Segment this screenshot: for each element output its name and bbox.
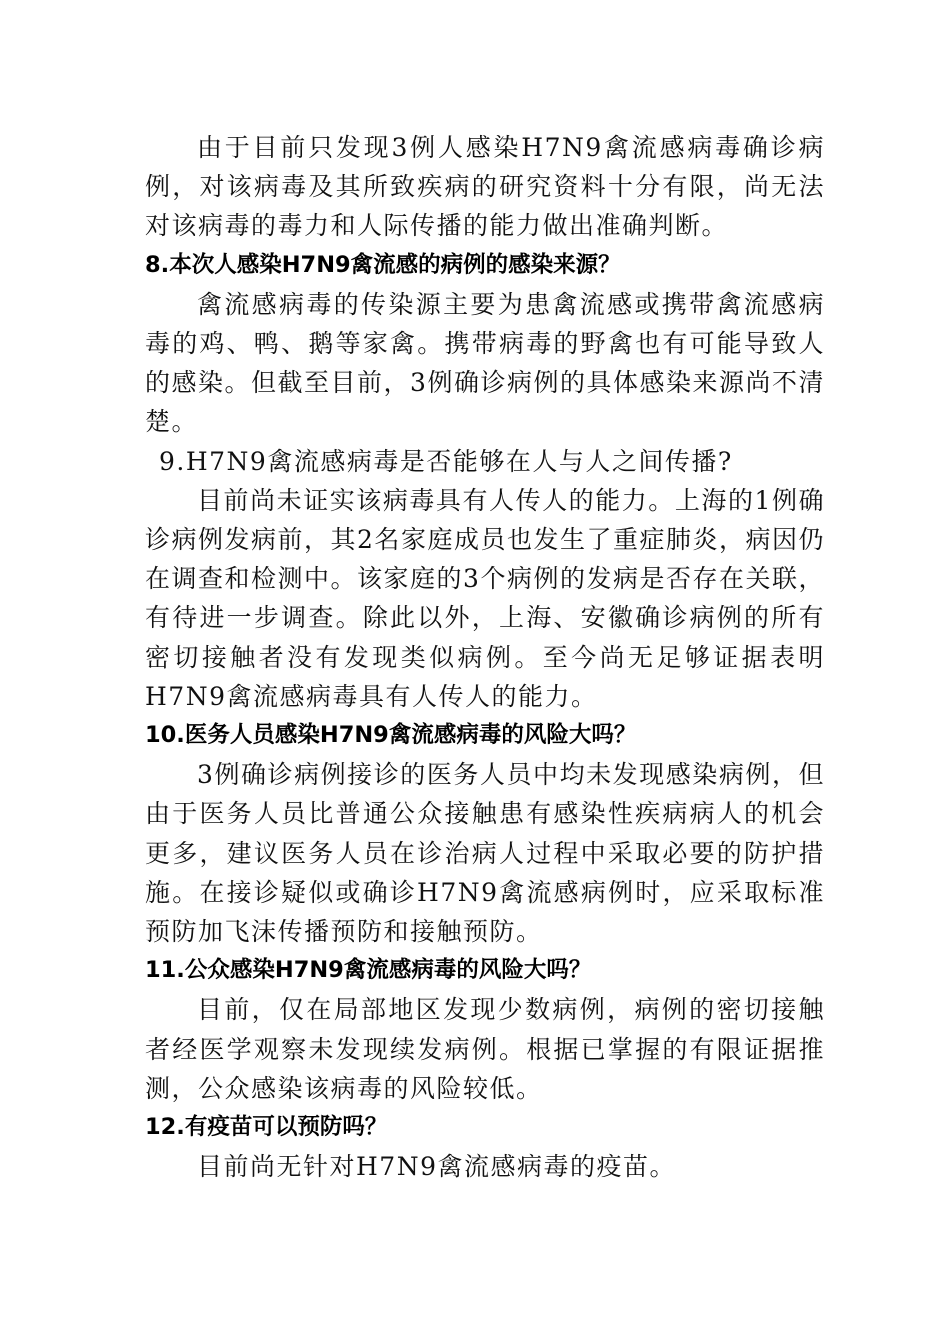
heading-q9-human-transmission: 9.H7N9禽流感病毒是否能够在人与人之间传播? [159, 446, 733, 476]
heading-q12-vaccine: 12.有疫苗可以预防吗？ [145, 1114, 388, 1141]
heading-q10-medical-staff-risk: 10.医务人员感染H7N9禽流感病毒的风险大吗？ [145, 722, 637, 749]
paragraph-public-risk: 目前，仅在局部地区发现少数病例，病例的密切接触者经医学观察未发现续发病例。根据已掌握的有限证据推测，公众感染该病毒的风险较低。 [145, 995, 825, 1103]
heading-q8-infection-source: 8.本次人感染H7N9禽流感的病例的感染来源？ [145, 251, 621, 278]
paragraph-virus-research: 由于目前只发现3例人感染H7N9禽流感病毒确诊病例，对该病毒及其所致疾病的研究资料十分有限，尚无法对该病毒的毒力和人际传播的能力做出准确判断。 [145, 133, 825, 241]
paragraph-vaccine: 目前尚无针对H7N9禽流感病毒的疫苗。 [197, 1152, 676, 1182]
heading-q11-public-risk: 11.公众感染H7N9禽流感病毒的风险大吗？ [145, 957, 592, 984]
paragraph-human-transmission: 目前尚未证实该病毒具有人传人的能力。上海的1例确诊病例发病前，其2名家庭成员也发生了重症肺炎，病因仍在调查和检测中。该家庭的3个病例的发病是否存在关联，有待进一步调查。除此以外，上海、安徽确诊病例的所有密切接触者没有发现类似病例。至今尚无足够证据表明H7N9禽流感病毒具有人传人的能力。 [145, 485, 825, 711]
paragraph-medical-staff-risk: 3例确诊病例接诊的医务人员中均未发现感染病例，但由于医务人员比普通公众接触患有感染性疾病病人的机会更多，建议医务人员在诊治病人过程中采取必要的防护措施。在接诊疑似或确诊H7N9禽流感病例时，应采取标准预防加飞沫传播预防和接触预防。 [145, 760, 825, 947]
document-body [145, 128, 825, 1186]
paragraph-infection-source: 禽流感病毒的传染源主要为患禽流感或携带禽流感病毒的鸡、鸭、鹅等家禽。携带病毒的野禽也有可能导致人的感染。但截至目前，3例确诊病例的具体感染来源尚不清楚。 [145, 289, 825, 437]
